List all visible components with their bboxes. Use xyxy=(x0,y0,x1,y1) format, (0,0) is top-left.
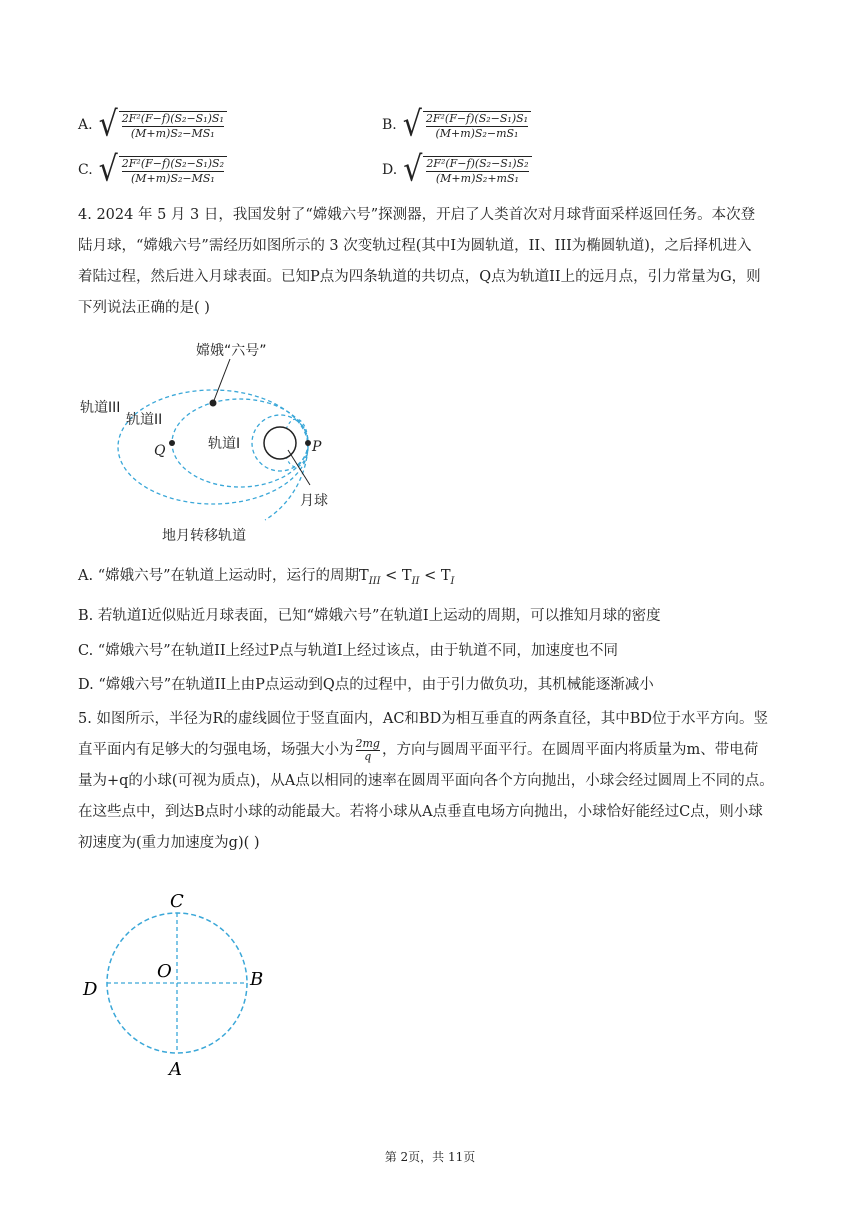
numerator: 2F²(F−f)(S₂−S₁)S₂ xyxy=(121,156,224,170)
orbit-3-label: 轨道III xyxy=(80,400,121,416)
point-p xyxy=(305,440,311,446)
option-a-q4[interactable] xyxy=(78,566,455,592)
option-label: D. xyxy=(382,162,398,178)
transfer-orbit-label: 地月转移轨道 xyxy=(162,528,246,544)
p-label: P xyxy=(312,439,322,455)
option-text: A. “嫦娥六号”在轨道上运动时，运行的周期T xyxy=(78,568,369,584)
fraction xyxy=(423,111,531,140)
stem-line: 5. 如图所示，半径为R的虚线圆位于竖直面内，AC和BD为相互垂直的两条直径，其中BD位于水平方向。竖 xyxy=(78,711,768,727)
fraction xyxy=(119,156,227,185)
option-text: < T xyxy=(380,568,412,584)
numerator: 2F²(F−f)(S₂−S₁)S₂ xyxy=(426,156,529,170)
stem-line: 下列说法正确的是( ) xyxy=(78,300,210,316)
field-fraction xyxy=(356,738,380,763)
radical-sign: √ xyxy=(98,149,118,190)
option-d-q4[interactable] xyxy=(78,675,654,695)
denominator: q xyxy=(364,750,372,763)
stem-line xyxy=(78,735,788,766)
label-o: O xyxy=(157,961,172,982)
fraction xyxy=(119,111,227,140)
stem-text: ，方向与圆周平面平行。在圆周平面内将质量为m、带电荷 xyxy=(381,742,759,758)
option-label: B. xyxy=(382,117,397,133)
option-text: < T xyxy=(419,568,451,584)
option-b-q3[interactable] xyxy=(382,104,531,145)
stem-line: 量为+q的小球(可视为质点)，从A点以相同的速率在圆周平面向各个方向抛出，小球会经过圆周上不同的点。 xyxy=(78,773,774,789)
radical-sign: √ xyxy=(98,104,118,145)
radical-sign: √ xyxy=(403,149,423,190)
fraction xyxy=(423,156,531,185)
option-label: A. xyxy=(78,117,93,133)
option-label: C. xyxy=(78,162,93,178)
option-text: C. “嫦娥六号”在轨道II上经过P点与轨道I上经过该点，由于轨道不同，加速度也不同 xyxy=(78,643,619,659)
label-a: A xyxy=(169,1059,182,1080)
probe-leader-line xyxy=(213,359,230,403)
circle-diagram xyxy=(75,885,275,1080)
denominator: (M+m)S₂−MS₁ xyxy=(130,171,215,185)
stem-line: 4. 2024 年 5 月 3 日，我国发射了“嫦娥六号”探测器，开启了人类首次对月球背面采样返回任务。本次登 xyxy=(78,207,756,223)
option-text: B. 若轨道I近似贴近月球表面，已知“嫦娥六号”在轨道I上运动的周期，可以推知月球的密度 xyxy=(78,608,661,624)
question-4-stem xyxy=(78,200,788,324)
option-c-q3[interactable] xyxy=(78,149,227,190)
orbit-diagram xyxy=(70,335,350,550)
denominator: (M+m)S₂−mS₁ xyxy=(435,126,519,140)
denominator: (M+m)S₂−MS₁ xyxy=(130,126,215,140)
moon-label: 月球 xyxy=(300,493,328,509)
sqrt-expression xyxy=(98,104,227,145)
point-q xyxy=(169,440,175,446)
stem-line: 初速度为(重力加速度为g)( ) xyxy=(78,835,260,851)
sqrt-expression xyxy=(402,104,531,145)
numerator: 2F²(F−f)(S₂−S₁)S₁ xyxy=(425,111,529,125)
option-c-q4[interactable] xyxy=(78,641,618,661)
label-b: B xyxy=(250,969,264,990)
option-text: D. “嫦娥六号”在轨道II上由P点运动到Q点的过程中，由于引力做负功，其机械能逐渐减小 xyxy=(78,677,654,693)
orbit-1-label: 轨道I xyxy=(208,436,241,452)
stem-text: 直平面内有足够大的匀强电场，场强大小为 xyxy=(78,742,354,758)
stem-line: 陆月球，“嫦娥六号”需经历如图所示的 3 次变轨过程(其中I为圆轨道，II、III为椭圆轨道)，之后择机进入 xyxy=(78,238,752,254)
numerator: 2mg xyxy=(355,737,380,750)
question-5-stem xyxy=(78,704,788,859)
subscript: II xyxy=(411,575,420,587)
sqrt-expression xyxy=(403,149,531,190)
orbit-2-label: 轨道II xyxy=(126,412,163,428)
probe-label: 嫦娥“六号” xyxy=(196,343,267,359)
denominator: (M+m)S₂+mS₁ xyxy=(435,171,519,185)
label-d: D xyxy=(83,979,98,1000)
subscript: I xyxy=(450,575,455,587)
option-b-q4[interactable] xyxy=(78,606,661,626)
option-a-q3[interactable] xyxy=(78,104,227,145)
numerator: 2F²(F−f)(S₂−S₁)S₁ xyxy=(121,111,224,125)
sqrt-expression xyxy=(98,149,227,190)
stem-line: 在这些点中，到达B点时小球的动能最大。若将小球从A点垂直电场方向抛出，小球恰好能经过C点，则小球 xyxy=(78,804,763,820)
radical-sign: √ xyxy=(402,104,422,145)
q-label: Q xyxy=(154,443,166,459)
page-footer: 第 2页，共 11页 xyxy=(384,1150,476,1164)
label-c: C xyxy=(170,891,184,912)
stem-line: 着陆过程，然后进入月球表面。已知P点为四条轨道的共切点，Q点为轨道II上的远月点，引力常量为G，则 xyxy=(78,269,761,285)
option-d-q3[interactable] xyxy=(382,149,532,190)
subscript: III xyxy=(368,575,381,587)
